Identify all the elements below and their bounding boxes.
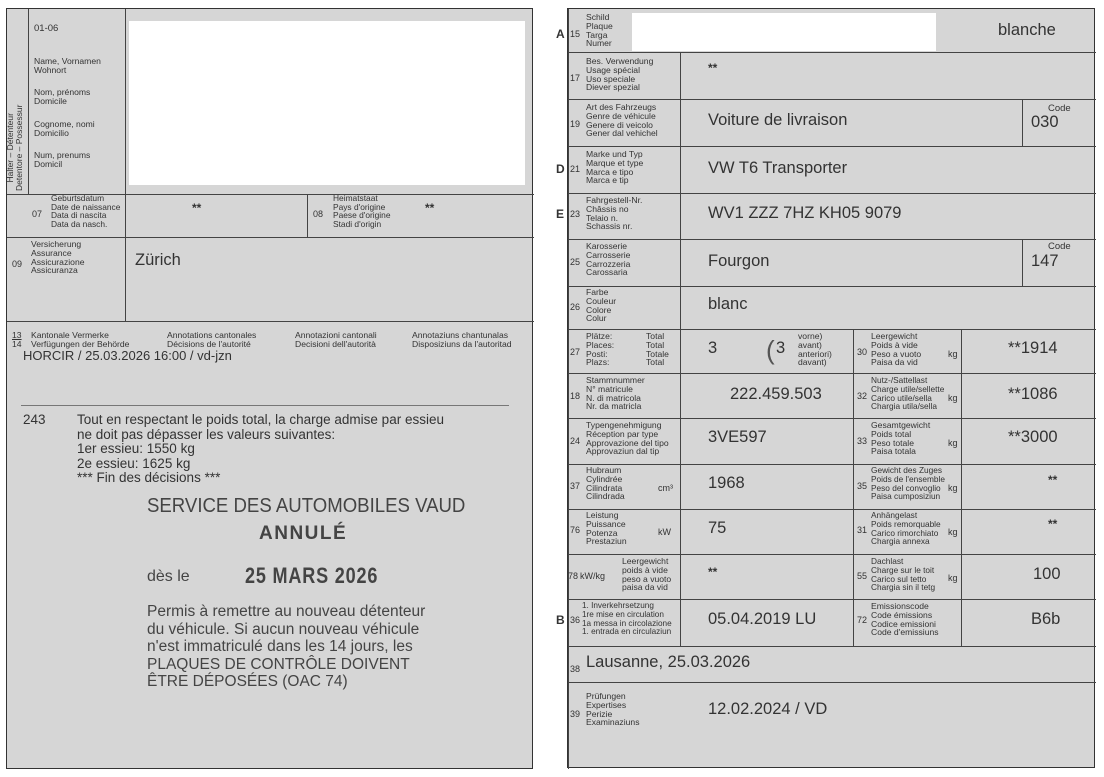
displacement-value: 1968 xyxy=(708,474,745,492)
birth-date-label: Geburtsdatum Date de naissance Data di nascita Data da nasch. xyxy=(51,193,121,229)
type-approval-label: Typengenehmigung Réception par type Approvazione del tipo Approvaziun dal tip xyxy=(586,420,669,457)
holder-label-it: Cognome, nomi Domicilio xyxy=(34,119,95,138)
emission-label: Emissionscode Code émissions Codice emissioni Code d'emissiuns xyxy=(871,601,939,638)
body-label: Karosserie Carrosserie Carrozzeria Carossaria xyxy=(586,241,631,278)
origin-value: ** xyxy=(425,201,435,215)
holder-label-rm: Num, prenums Domicil xyxy=(34,150,91,169)
roof-load-label: Dachlast Charge sur le toit Carico sul tetto Chargia sin il tetg xyxy=(871,556,936,593)
stamp-authority: SERVICE DES AUTOMOBILES VAUD xyxy=(147,495,466,517)
roof-load-value: 100 xyxy=(1033,565,1061,583)
emission-value: B6b xyxy=(1031,610,1061,628)
first-registration-value: 05.04.2019 LU xyxy=(708,610,817,628)
holder-label-fr: Nom, prénoms Domicile xyxy=(34,87,91,106)
chassis-value: WV1 ZZZ 7HZ KH05 9079 xyxy=(708,204,902,222)
payload-label: Nutz-/Sattellast Charge utile/sellette Carico utile/sella Chargia utila/sella xyxy=(871,375,945,412)
cantonal-label-fr: Annotations cantonales Décisions de l'autorité xyxy=(167,330,257,349)
total-weight-label: Gesamtgewicht Poids total Peso totale Paisa totala xyxy=(871,420,931,457)
stamp-date: 25 MARS 2026 xyxy=(245,563,379,588)
chassis-label: Fahrgestell-Nr. Châssis no Telaio n. Schassis nr. xyxy=(586,195,643,232)
seats-front-value: 3 xyxy=(776,339,786,357)
train-weight-value: ** xyxy=(1048,473,1058,487)
seats-front-label: vorne) avant) anteriori) davant) xyxy=(798,331,832,368)
color-value: blanc xyxy=(708,295,748,313)
left-page: Halter – Détenteur Detentore – Possessur 01-06 Name, Vornamen Wohnort Nom, prénoms Domicile Cognome, nomi Domicilio Num, prenums Domicil 07 Geburtsdatum Date de naissance Data di nascita Data da nasch. ** 08 Heimatstaat Pays d'origine Paese d'origine Stadi d'origin ** 09 Versicherung Assurance Assicurazione Assicuranza Zürich 13 14 Kantonale Vermerke Verfügungen der Behörde Annotations cantonales Décisions de l'autorité Annotazioni cantonali Decisioni dell'autorità Annotaziuns chantunalas Disposiziuns da l'autoritad HORCIR / 25.03.2026 16:00 / vd-jzn 243 Tout en respectant le poids total, la charge admise par essieu ne doit pas dépasser les valeurs suivantes: 1er essieu: 1550 kg 2e essieu: 1625 kg *** Fin des décisions *** SERVICE DES AUTOMOBILES VAUD ANNULÉ dès le 25 MARS 2026 Permis à remettre au nouveau détenteur du véhicule. Si aucun nouveau véhicule n'est immatriculé dans les 14 jours, les PLAQUES DE CONTRÔLE DOIVENT ÊTRE DÉPOSÉES (OAC 74) xyxy=(6,8,533,769)
right-page: A 15 Schild Plaque Targa Numer blanche 17 Bes. Verwendung Usage spécial Uso speciale Diever spezial ** 19 Art des Fahrzeugs Genre de véhicule Genere di veicolo Gener dal vehichel Voiture de livraison Code 030 D 21 Marke und Typ Marque et type Marca e tipo Marca e tip VW T6 Transporter E 23 Fahrgestell-Nr. Châssis no Telaio n. Schassis nr. WV1 ZZZ 7HZ KH05 9079 25 Karosserie Carrosserie Carrozzeria Carossaria Fourgon Code 147 26 Farbe Couleur Colore Colur blanc 27 Plätze: Places: Posti: Plazs: Total Total Totale Total 3 ( 3 vorne) avant) anteriori) davant) 30 Leergewicht Poids à vide Peso a vuoto Paisa da vid kg **1914 18 Stammnummer N° matricule N. di matricola Nr. da matricla 222.459.503 32 Nutz-/Sattellast Charge utile/sellette Carico utile/sella Chargia utila/sella kg **1086 24 Typengenehmigung Réception par type Approvazione del tipo Approvaziun dal tip 3VE597 33 Gesamtgewicht Poids total Peso totale Paisa totala kg **3000 37 Hubraum Cylindrée Cilindrata Cilindrada cm³ 1968 35 Gewicht des Zuges Poids de l'ensemble Peso del convoglio Paisa cumposiziun kg ** 76 Leistung Puissance Potenza Prestaziun kW 75 31 Anhängelast Poids remorquable Carico rimorchiato Chargia annexa kg ** 78 kW/kg Leergewicht poids à vide peso a vuoto paisa da vid ** 55 Dachlast Charge sur le toit Carico sul tetto Chargia sin il tetg kg 100 B 36 1. Inverkehrsetzung 1re mise en circulation 1a messa in circolazione 1. entrada en circulaziun 05.04.2019 LU 72 Emissionscode Code émissions Codice emissioni Code d'emissiuns B6b 38 Lausanne, 25.03.2026 39 Prüfungen Expertises Perizie Examinaziuns 12.02.2024 / VD xyxy=(567,8,1095,768)
plate-value: blanche xyxy=(998,21,1056,39)
origin-label: Heimatstaat Pays d'origine Paese d'origine Stadi d'origin xyxy=(333,193,391,229)
power-weight-value: ** xyxy=(708,565,718,579)
cantonal-entry: HORCIR / 25.03.2026 16:00 / vd-jzn xyxy=(23,348,232,363)
holder-label-de: Name, Vornamen Wohnort xyxy=(34,56,101,75)
empty-weight-label: Leergewicht Poids à vide Peso a vuoto Paisa da vid xyxy=(871,331,922,368)
stamp-status: ANNULÉ xyxy=(259,523,348,544)
inspection-label: Prüfungen Expertises Perizie Examinaziuns xyxy=(586,691,640,728)
master-number-value: 222.459.503 xyxy=(730,385,822,403)
inspection-value: 12.02.2024 / VD xyxy=(708,700,828,718)
body-code: 147 xyxy=(1031,252,1059,270)
color-label: Farbe Couleur Colore Colur xyxy=(586,287,617,324)
vehicle-type-value: Voiture de livraison xyxy=(708,111,848,129)
first-registration-label: 1. Inverkehrsetzung 1re mise en circulation 1a messa in circolazione 1. entrada en circulaziun xyxy=(582,601,672,637)
payload-value: **1086 xyxy=(1008,385,1058,403)
holder-code: 01-06 xyxy=(34,23,59,34)
seats-label: Plätze: Places: Posti: Plazs: xyxy=(586,331,615,368)
plate-redaction xyxy=(632,13,936,51)
seats-value: 3 xyxy=(708,339,718,357)
special-use-value: ** xyxy=(708,61,718,75)
power-label: Leistung Puissance Potenza Prestaziun xyxy=(586,510,627,547)
towing-value: ** xyxy=(1048,517,1058,531)
birth-date-value: ** xyxy=(192,201,202,215)
holder-redaction xyxy=(129,21,525,185)
place-date-value: Lausanne, 25.03.2026 xyxy=(586,653,751,671)
empty-weight-value: **1914 xyxy=(1008,339,1058,357)
stamp-notice: Permis à remettre au nouveau détenteur du véhicule. Si aucun nouveau véhicule n'est immatriculé dans les 14 jours, les PLAQUES DE CONTRÔLE DOIVENT ÊTRE DÉPOSÉES (OAC 74) xyxy=(147,603,426,690)
decision-text: Tout en respectant le poids total, la charge admise par essieu ne doit pas dépasser les valeurs suivantes: 1er essieu: 1550 kg 2e essieu: 1625 kg *** Fin des décisions *** xyxy=(77,412,444,486)
cantonal-label-rm: Annotaziuns chantunalas Disposiziuns da l'autoritad xyxy=(412,330,512,349)
seats-label-total: Total Total Totale Total xyxy=(646,331,669,368)
type-approval-value: 3VE597 xyxy=(708,428,767,446)
total-weight-value: **3000 xyxy=(1008,428,1058,446)
insurance-label: Versicherung Assurance Assicurazione Assicuranza xyxy=(31,239,85,276)
power-weight-label: Leergewicht poids à vide peso a vuoto paisa da vid xyxy=(622,556,672,593)
power-value: 75 xyxy=(708,519,727,537)
vehicle-type-label: Art des Fahrzeugs Genre de véhicule Genere di veicolo Gener dal vehichel xyxy=(586,102,658,139)
make-value: VW T6 Transporter xyxy=(708,159,848,177)
insurance-value: Zürich xyxy=(135,251,181,269)
holder-side-label: Halter – Détenteur Detentore – Possessur xyxy=(5,104,24,192)
master-number-label: Stammnummer N° matricule N. di matricola Nr. da matricla xyxy=(586,375,645,412)
stamp-date-prefix: dès le xyxy=(147,568,190,585)
special-use-label: Bes. Verwendung Usage spécial Uso speciale Diever spezial xyxy=(586,56,654,93)
vehicle-type-code: 030 xyxy=(1031,113,1059,131)
cantonal-label-it: Annotazioni cantonali Decisioni dell'autorità xyxy=(295,330,377,349)
decision-number: 243 xyxy=(23,412,46,427)
train-weight-label: Gewicht des Zuges Poids de l'ensemble Peso del convoglio Paisa cumposiziun xyxy=(871,465,945,502)
towing-label: Anhängelast Poids remorquable Carico rimorchiato Chargia annexa xyxy=(871,510,941,547)
body-value: Fourgon xyxy=(708,252,770,270)
plate-label: Schild Plaque Targa Numer xyxy=(586,12,613,49)
cantonal-label-de: Kantonale Vermerke Verfügungen der Behörde xyxy=(31,330,130,349)
displacement-label: Hubraum Cylindrée Cilindrata Cilindrada xyxy=(586,465,625,502)
make-label: Marke und Typ Marque et type Marca e tipo Marca e tip xyxy=(586,149,644,186)
